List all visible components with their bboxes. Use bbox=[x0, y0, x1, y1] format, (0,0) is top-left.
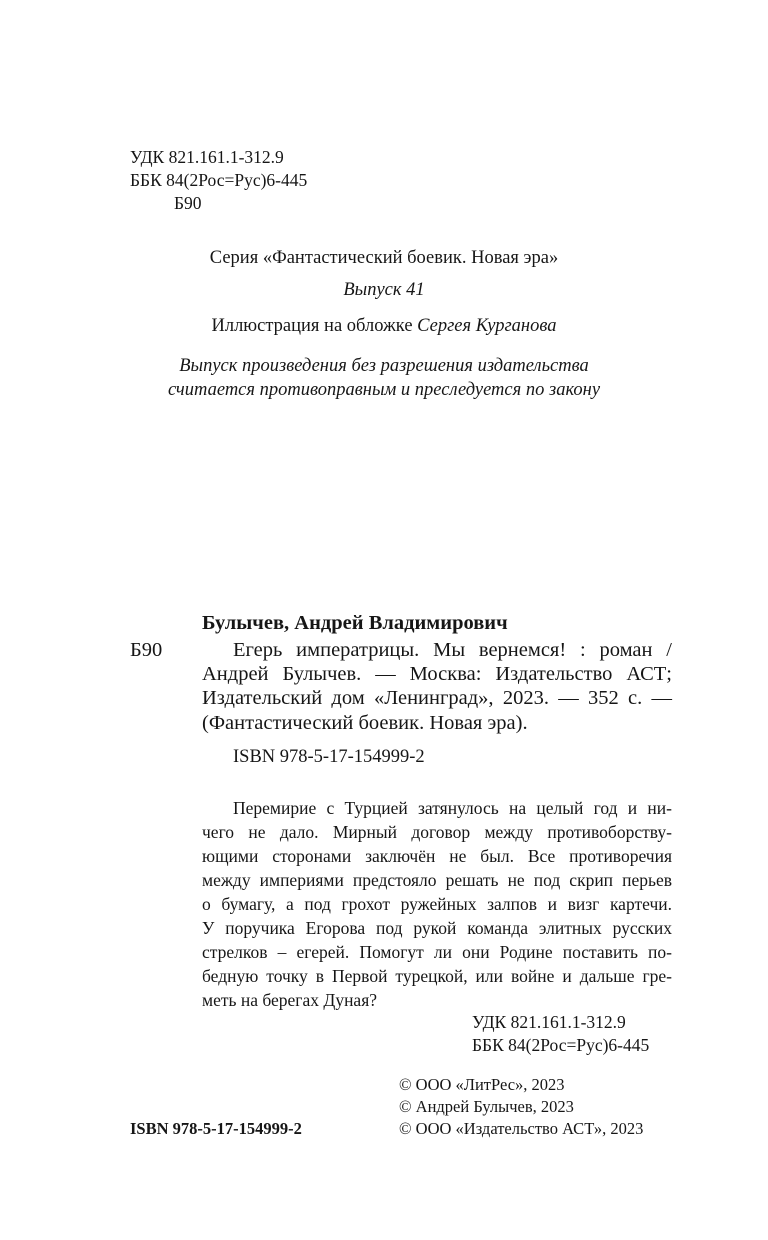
catalog-description-line: (Фантастический боевик. Новая эра). bbox=[202, 712, 528, 734]
illustration-credit bbox=[0, 313, 768, 339]
udk-code-bottom: УДК 821.161.1-312.9 bbox=[472, 1012, 626, 1032]
annotation-line: ющими сторонами заключён не был. Все противоречия bbox=[202, 846, 672, 866]
legal-notice-line-2: считается противоправным и преследуется по закону bbox=[167, 380, 601, 400]
author-mark-top: Б90 bbox=[174, 193, 202, 213]
illustration-prefix: Иллюстрация на обложке bbox=[211, 316, 418, 336]
udk-code-top: УДК 821.161.1-312.9 bbox=[130, 147, 284, 167]
catalog-description-line: Егерь императрицы. Мы вернемся! : роман / bbox=[233, 639, 672, 661]
illustration-artist: Сергея Курганова bbox=[417, 316, 557, 336]
annotation-line: между империями предстояло решать не под скрип перьев bbox=[202, 870, 672, 890]
catalog-description-line: Издательский дом «Ленинград», 2023. — 352 с. — bbox=[202, 687, 672, 709]
catalog-description-line: Андрей Булычев. — Москва: Издательство АСТ; bbox=[202, 663, 672, 685]
copyright-line: © ООО «ЛитРес», 2023 bbox=[399, 1075, 565, 1094]
catalog-mark: Б90 bbox=[130, 639, 163, 661]
isbn-bottom: ISBN 978-5-17-154999-2 bbox=[130, 1119, 302, 1138]
bbk-code-top: ББК 84(2Рос=Рус)6-445 bbox=[130, 170, 308, 190]
catalog-author-heading: Булычев, Андрей Владимирович bbox=[202, 612, 508, 634]
catalog-isbn: ISBN 978-5-17-154999-2 bbox=[233, 747, 425, 767]
copyright-line: © Андрей Булычев, 2023 bbox=[399, 1097, 574, 1116]
annotation-line: чего не дало. Мирный договор между противоборству- bbox=[202, 822, 672, 842]
series-issue: Выпуск 41 bbox=[343, 280, 425, 300]
annotation-line: У поручика Егорова под рукой команда элитных русских bbox=[202, 918, 672, 938]
annotation-line: Перемирие с Турцией затянулось на целый год и ни- bbox=[233, 798, 672, 818]
copyright-line: © ООО «Издательство АСТ», 2023 bbox=[399, 1119, 644, 1138]
legal-notice-line-1: Выпуск произведения без разрешения издательства bbox=[179, 356, 589, 376]
annotation-line: стрелков – егерей. Помогут ли они Родине поставить по- bbox=[202, 942, 672, 962]
bbk-code-bottom: ББК 84(2Рос=Рус)6-445 bbox=[472, 1035, 650, 1055]
annotation-line: меть на берегах Дуная? bbox=[202, 990, 378, 1010]
series-line: Серия «Фантастический боевик. Новая эра» bbox=[209, 248, 559, 268]
annotation-line: о бумагу, а под грохот ружейных залпов и визг картечи. bbox=[202, 894, 672, 914]
annotation-line: бедную точку в Первой турецкой, или войне и дальше гре- bbox=[202, 966, 672, 986]
